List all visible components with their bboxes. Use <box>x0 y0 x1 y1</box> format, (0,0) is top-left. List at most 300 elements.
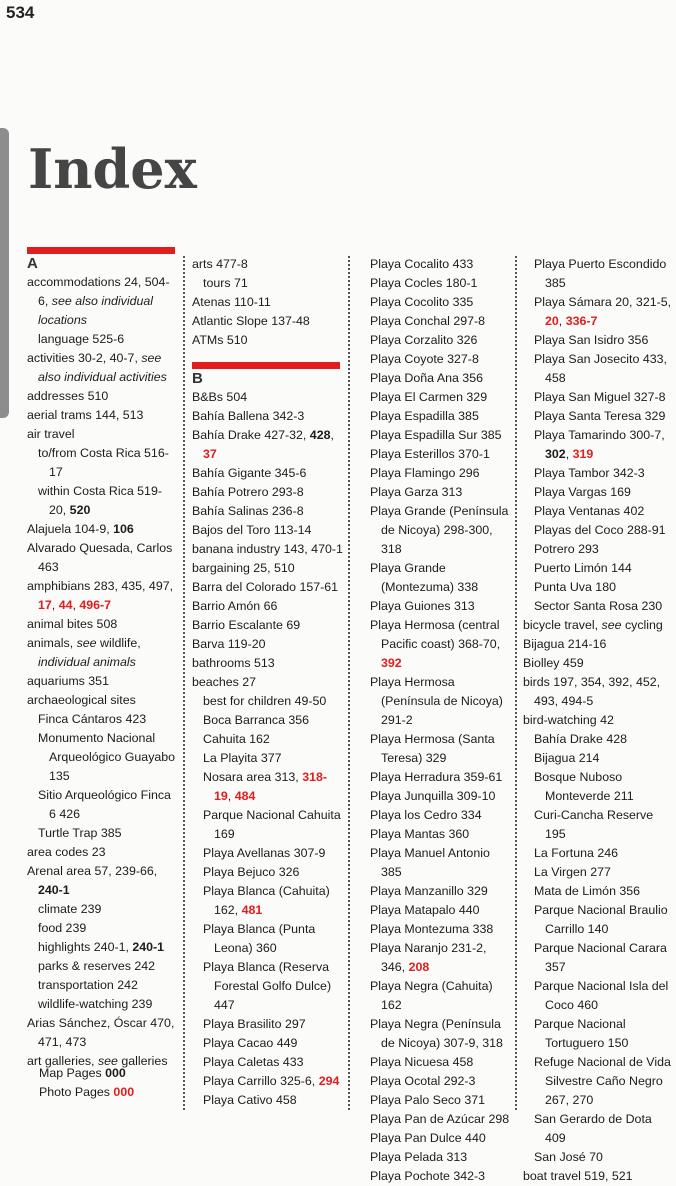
index-subentry <box>523 939 673 977</box>
entry-text: Playa Blanca (Cahuita) 162, <box>203 884 330 917</box>
entry-text: area codes 23 <box>27 845 106 859</box>
entry-text: Refuge Nacional de Vida Silvestre Caño Negro 267, 270 <box>534 1055 671 1107</box>
index-subentry <box>27 919 177 938</box>
entry-text: Playa Ocotal 292-3 <box>370 1074 476 1088</box>
entry-text: Playa Manuel Antonio 385 <box>370 846 490 879</box>
entry-text: Playa Cocolito 335 <box>370 295 474 309</box>
entry-text: B&Bs 504 <box>192 390 248 404</box>
entry-text: see also individual activities <box>38 351 167 384</box>
index-subentry <box>192 692 344 711</box>
index-column-4 <box>523 255 673 1186</box>
index-subentry <box>523 350 673 388</box>
entry-text: La Virgen 277 <box>534 865 611 879</box>
index-subentry <box>192 1034 344 1053</box>
entry-text: beaches 27 <box>192 675 257 689</box>
index-subentry <box>523 1148 673 1167</box>
index-entry <box>370 730 512 768</box>
entry-text: Playa Pelada 313 <box>370 1150 468 1164</box>
entry-text: tours 71 <box>203 276 248 290</box>
index-entry <box>370 1129 512 1148</box>
entry-text: Bahía Drake 428 <box>534 732 627 746</box>
photo-page-ref: 44 <box>58 598 73 612</box>
index-column-1 <box>27 255 177 1071</box>
index-entry <box>192 483 344 502</box>
entry-text: San José 70 <box>534 1150 603 1164</box>
entry-text: Playa Blanca (Punta Leona) 360 <box>203 922 316 955</box>
entry-text: Playa Carrillo 325-6, <box>203 1074 319 1088</box>
index-entry <box>27 520 177 539</box>
index-entry <box>523 673 673 711</box>
index-entry <box>370 977 512 1015</box>
entry-text: Punta Uva 180 <box>534 580 616 594</box>
entry-text: Barva 119-20 <box>192 637 266 651</box>
index-entry <box>370 388 512 407</box>
entry-text: activities 30-2, 40-7, <box>27 351 142 365</box>
entry-text: best for children 49-50 <box>203 694 327 708</box>
entry-text: Playa Manzanillo 329 <box>370 884 488 898</box>
photo-page-ref: 318-19 <box>214 770 327 803</box>
index-entry <box>27 539 177 577</box>
entry-text: Arenal area 57, 239-66, <box>27 864 158 878</box>
index-entry <box>192 616 344 635</box>
index-subentry <box>523 806 673 844</box>
entry-text: Boca Barranca 356 <box>203 713 310 727</box>
entry-text: aquariums 351 <box>27 674 109 688</box>
entry-text: Playa Cocalito 433 <box>370 257 474 271</box>
entry-text: bicycle travel, <box>523 618 602 632</box>
entry-text: Finca Cántaros 423 <box>38 712 147 726</box>
entry-text: Playa Cocles 180-1 <box>370 276 478 290</box>
index-entry <box>370 825 512 844</box>
page-title: Index <box>28 137 197 201</box>
entry-text: Alvarado Quesada, Carlos 463 <box>27 541 173 574</box>
legend-photo-num: 000 <box>113 1085 135 1099</box>
index-subentry <box>27 330 177 349</box>
entry-text: Parque Nacional Braulio Carrillo 140 <box>534 903 668 936</box>
index-entry <box>370 616 512 673</box>
map-page-ref: 520 <box>69 503 91 517</box>
entry-text: Playa Ventanas 402 <box>534 504 645 518</box>
entry-text: Playa Negra (Cahuita) 162 <box>370 979 493 1012</box>
index-subentry <box>523 597 673 616</box>
entry-text: climate 239 <box>38 902 102 916</box>
photo-page-ref: 20 <box>545 314 559 328</box>
entry-text: Playa Conchal 297-8 <box>370 314 486 328</box>
entry-text: Playa Brasilito 297 <box>203 1017 306 1031</box>
photo-page-ref: 208 <box>408 960 430 974</box>
entry-text: bathrooms 513 <box>192 656 275 670</box>
entry-text: Playa Vargas 169 <box>534 485 631 499</box>
entry-text: Potrero 293 <box>534 542 599 556</box>
section-letter: B <box>192 370 203 387</box>
index-entry <box>192 255 344 274</box>
map-page-ref: 428 <box>309 428 331 442</box>
entry-text: addresses 510 <box>27 389 109 403</box>
entry-text: Playa Naranjo 231-2, 346, <box>370 941 487 974</box>
photo-page-ref: 294 <box>318 1074 340 1088</box>
entry-text: arts 477-8 <box>192 257 248 271</box>
index-subentry <box>523 863 673 882</box>
index-entry <box>27 1014 177 1052</box>
entry-text: highlights 240-1, <box>38 940 133 954</box>
entry-text: archaeological sites <box>27 693 136 707</box>
index-subentry <box>523 578 673 597</box>
entry-text: Playa Pochote 342-3 <box>370 1169 486 1183</box>
index-entry <box>27 672 177 691</box>
photo-page-ref: 319 <box>572 447 594 461</box>
entry-text: Playa Puerto Escondido 385 <box>534 257 667 290</box>
entry-text: bargaining 25, 510 <box>192 561 295 575</box>
index-entry <box>370 502 512 559</box>
index-entry <box>192 464 344 483</box>
entry-text: Barra del Colorado 157-61 <box>192 580 339 594</box>
entry-text: Playa Espadilla Sur 385 <box>370 428 502 442</box>
entry-text: Playa Coyote 327-8 <box>370 352 479 366</box>
index-entry <box>370 293 512 312</box>
entry-text: Playa Doña Ana 356 <box>370 371 483 385</box>
index-column-3 <box>370 255 512 1186</box>
entry-text: Playa Montezuma 338 <box>370 922 494 936</box>
index-entry <box>370 483 512 502</box>
index-subentry <box>523 540 673 559</box>
index-entry <box>27 843 177 862</box>
thumb-tab <box>0 128 9 418</box>
index-subentry <box>27 957 177 976</box>
index-entry <box>192 293 344 312</box>
entry-text: Playa Espadilla 385 <box>370 409 479 423</box>
photo-page-ref: 481 <box>241 903 263 917</box>
entry-text: transportation 242 <box>38 978 138 992</box>
column-divider <box>183 256 185 1110</box>
entry-text: Playa Grande (Península de Nicoya) 298-300, 318 <box>370 504 509 556</box>
photo-page-ref: 484 <box>234 789 256 803</box>
entry-text: boat travel 519, 521 <box>523 1169 633 1183</box>
entry-text: , <box>558 314 566 328</box>
index-subentry <box>27 786 177 824</box>
map-page-ref: 106 <box>113 522 134 536</box>
entry-text: Parque Nacional Carara 357 <box>534 941 667 974</box>
index-entry <box>523 711 673 730</box>
index-entry <box>370 1148 512 1167</box>
index-subentry <box>523 977 673 1015</box>
entry-text: La Playita 377 <box>203 751 282 765</box>
entry-text: Cahuita 162 <box>203 732 270 746</box>
index-entry <box>192 578 344 597</box>
entry-text: Playa Avellanas 307-9 <box>203 846 326 860</box>
entry-text: , <box>72 598 80 612</box>
entry-text: Playa Sámara 20, 321-5, <box>534 295 672 309</box>
entry-text: Barrio Escalante 69 <box>192 618 301 632</box>
index-entry <box>370 1110 512 1129</box>
entry-text: animals, <box>27 636 77 650</box>
entry-text: , <box>330 428 334 442</box>
index-subentry <box>523 749 673 768</box>
entry-text: Playa Hermosa (Península de Nicoya) 291-2 <box>370 675 503 727</box>
index-column-2 <box>192 255 344 1110</box>
index-entry <box>523 1167 673 1186</box>
entry-text: Bosque Nuboso Monteverde 211 <box>534 770 634 803</box>
index-entry <box>370 255 512 274</box>
index-entry <box>27 634 177 672</box>
index-entry <box>27 387 177 406</box>
index-subentry <box>27 729 177 786</box>
photo-page-ref: 37 <box>203 447 217 461</box>
index-subentry <box>27 444 177 482</box>
entry-text: see <box>97 1054 118 1068</box>
entry-text: Atenas 110-11 <box>192 295 271 309</box>
entry-text: Alajuela 104-9, <box>27 522 114 536</box>
index-entry <box>370 1072 512 1091</box>
entry-text: accommodations 24, 504-6, <box>27 275 170 308</box>
index-entry <box>370 1167 512 1186</box>
entry-text: Playa Flamingo 296 <box>370 466 480 480</box>
entry-text: Playa Herradura 359-61 <box>370 770 503 784</box>
index-entry <box>192 312 344 331</box>
index-subentry <box>27 824 177 843</box>
entry-text: Playa Mantas 360 <box>370 827 470 841</box>
index-section <box>27 247 177 273</box>
index-entry <box>27 691 177 710</box>
photo-page-ref: 336-7 <box>565 314 598 328</box>
index-entry <box>27 615 177 634</box>
page-legend <box>39 1064 179 1102</box>
entry-text: within Costa Rica 519-20, <box>38 484 162 517</box>
index-section <box>192 362 344 388</box>
legend-map-pages <box>39 1064 179 1083</box>
entry-text: , <box>51 598 59 612</box>
index-subentry <box>192 863 344 882</box>
entry-text: Parque Nacional Cahuita 169 <box>203 808 341 841</box>
entry-text: Playa Santa Teresa 329 <box>534 409 666 423</box>
index-subentry <box>192 1053 344 1072</box>
index-entry <box>370 920 512 939</box>
map-page-ref: 302 <box>545 447 566 461</box>
index-entry <box>192 673 344 692</box>
entry-text: ATMs 510 <box>192 333 248 347</box>
entry-text: Playa Grande (Montezuma) 338 <box>370 561 479 594</box>
index-subentry <box>523 388 673 407</box>
entry-text: Parque Nacional Isla del Coco 460 <box>534 979 669 1012</box>
column-divider <box>348 256 350 1110</box>
index-subentry <box>192 1015 344 1034</box>
photo-page-ref: 17 <box>38 598 52 612</box>
index-subentry <box>523 502 673 521</box>
index-entry <box>192 540 344 559</box>
entry-text: Parque Nacional Tortuguero 150 <box>534 1017 629 1050</box>
index-entry <box>523 635 673 654</box>
index-entry <box>370 426 512 445</box>
index-subentry <box>192 1091 344 1110</box>
entry-text: Playa Pan Dulce 440 <box>370 1131 486 1145</box>
index-subentry <box>192 920 344 958</box>
entry-text: Playa Junquilla 309-10 <box>370 789 496 803</box>
index-entry <box>370 407 512 426</box>
entry-text: Playa San Isidro 356 <box>534 333 649 347</box>
index-entry <box>370 901 512 920</box>
index-subentry <box>523 882 673 901</box>
index-subentry <box>523 901 673 939</box>
index-subentry <box>192 749 344 768</box>
index-subentry <box>523 1110 673 1148</box>
entry-text: Playa San Josecito 433, 458 <box>534 352 667 385</box>
index-entry <box>370 331 512 350</box>
entry-text: Barrio Amón 66 <box>192 599 278 613</box>
index-subentry <box>192 806 344 844</box>
index-subentry <box>523 426 673 464</box>
entry-text: Playa Guiones 313 <box>370 599 475 613</box>
entry-text: wildlife-watching 239 <box>38 997 153 1011</box>
entry-text: Playa San Miguel 327-8 <box>534 390 666 404</box>
index-entry <box>370 806 512 825</box>
entry-text: Playa Hermosa (central Pacific coast) 368-70, <box>370 618 501 651</box>
index-subentry <box>27 900 177 919</box>
index-entry <box>192 407 344 426</box>
index-subentry <box>523 1015 673 1053</box>
entry-text: Playa Cacao 449 <box>203 1036 298 1050</box>
entry-text: Playa Negra (Península de Nicoya) 307-9, 318 <box>370 1017 503 1050</box>
index-entry <box>27 425 177 444</box>
index-entry <box>370 369 512 388</box>
index-entry <box>370 274 512 293</box>
entry-text: language 525-6 <box>38 332 125 346</box>
index-subentry <box>523 844 673 863</box>
entry-text: Playa Garza 313 <box>370 485 463 499</box>
entry-text: food 239 <box>38 921 87 935</box>
entry-text: Turtle Trap 385 <box>38 826 122 840</box>
index-entry <box>370 768 512 787</box>
entry-text: , <box>227 789 235 803</box>
entry-text: see <box>76 636 97 650</box>
entry-text: Bijagua 214 <box>534 751 600 765</box>
legend-map-label: Map Pages <box>39 1066 102 1080</box>
index-entry <box>27 406 177 425</box>
index-subentry <box>523 559 673 578</box>
legend-photo-label: Photo Pages <box>39 1085 110 1099</box>
index-subentry <box>523 768 673 806</box>
index-entry <box>27 273 177 330</box>
index-subentry <box>523 521 673 540</box>
index-entry <box>192 502 344 521</box>
entry-text: Playa Pan de Azúcar 298 <box>370 1112 510 1126</box>
entry-text: Sector Santa Rosa 230 <box>534 599 663 613</box>
entry-text: Playa Esterillos 370-1 <box>370 447 490 461</box>
entry-text: La Fortuna 246 <box>534 846 619 860</box>
entry-text: Bahía Salinas 236-8 <box>192 504 304 518</box>
entry-text: Atlantic Slope 137-48 <box>192 314 310 328</box>
index-entry <box>370 882 512 901</box>
entry-text: Bijagua 214-16 <box>523 637 607 651</box>
entry-text: parks & reserves 242 <box>38 959 156 973</box>
entry-text: Playa Bejuco 326 <box>203 865 300 879</box>
index-entry <box>192 635 344 654</box>
entry-text: Playa Palo Seco 371 <box>370 1093 486 1107</box>
entry-text: Bahía Drake 427-32, <box>192 428 310 442</box>
index-subentry <box>192 1072 344 1091</box>
index-entry <box>370 350 512 369</box>
photo-page-ref: 496-7 <box>79 598 112 612</box>
entry-text: to/from Costa Rica 516-17 <box>38 446 169 479</box>
entry-text: Playa El Carmen 329 <box>370 390 488 404</box>
entry-text: individual animals <box>38 655 136 669</box>
index-subentry <box>523 730 673 749</box>
entry-text: amphibians 283, 435, 497, <box>27 579 174 593</box>
entry-text: , <box>565 447 573 461</box>
index-subentry <box>523 1053 673 1110</box>
index-entry <box>370 312 512 331</box>
entry-text: Playa Cativo 458 <box>203 1093 297 1107</box>
entry-text: Biolley 459 <box>523 656 584 670</box>
entry-text: Playa Nicuesa 458 <box>370 1055 474 1069</box>
entry-text: art galleries, <box>27 1054 98 1068</box>
entry-text: Bahía Potrero 293-8 <box>192 485 304 499</box>
index-subentry <box>192 882 344 920</box>
section-rule <box>192 362 340 369</box>
index-entry <box>370 1015 512 1053</box>
section-rule <box>27 247 175 254</box>
index-entry <box>27 862 177 900</box>
index-subentry <box>27 976 177 995</box>
index-entry <box>192 426 344 464</box>
index-entry <box>27 577 177 615</box>
column-divider <box>515 256 517 1110</box>
entry-text: wildlife, <box>96 636 141 650</box>
legend-map-num: 000 <box>105 1066 126 1080</box>
index-subentry <box>192 274 344 293</box>
index-subentry <box>192 958 344 1015</box>
entry-text: birds 197, 354, 392, 452, 493, 494-5 <box>523 675 661 708</box>
entry-text: Mata de Limón 356 <box>534 884 641 898</box>
index-subentry <box>192 730 344 749</box>
index-subentry <box>523 293 673 331</box>
index-subentry <box>192 844 344 863</box>
entry-text: Playa Tambor 342-3 <box>534 466 645 480</box>
entry-text: animal bites 508 <box>27 617 118 631</box>
entry-text: bird-watching 42 <box>523 713 614 727</box>
index-entry <box>370 1091 512 1110</box>
entry-text: Playa Tamarindo 300-7, <box>534 428 665 442</box>
index-entry <box>192 521 344 540</box>
index-entry <box>370 1053 512 1072</box>
index-subentry <box>523 483 673 502</box>
index-entry <box>370 559 512 597</box>
entry-text: Playa Caletas 433 <box>203 1055 304 1069</box>
entry-text: Playa Matapalo 440 <box>370 903 480 917</box>
entry-text: banana industry 143, 470-1 <box>192 542 343 556</box>
index-entry <box>27 349 177 387</box>
entry-text: Playa Blanca (Reserva Forestal Golfo Dulce) 447 <box>203 960 332 1012</box>
index-entry <box>370 445 512 464</box>
entry-text: Bahía Gigante 345-6 <box>192 466 307 480</box>
section-letter: A <box>27 255 38 272</box>
index-subentry <box>523 331 673 350</box>
index-entry <box>370 787 512 806</box>
entry-text: aerial trams 144, 513 <box>27 408 144 422</box>
index-subentry <box>192 768 344 806</box>
index-entry <box>370 939 512 977</box>
index-entry <box>192 388 344 407</box>
index-subentry <box>192 711 344 730</box>
entry-text: Playas del Coco 288-91 <box>534 523 666 537</box>
entry-text: see also individual locations <box>38 294 154 327</box>
index-entry <box>523 616 673 635</box>
entry-text: Curi-Cancha Reserve 195 <box>534 808 654 841</box>
entry-text: Arias Sánchez, Óscar 470, 471, 473 <box>27 1016 175 1049</box>
index-entry <box>192 331 344 350</box>
entry-text: air travel <box>27 427 75 441</box>
map-page-ref: 240-1 <box>38 883 70 897</box>
entry-text: Bajos del Toro 113-14 <box>192 523 312 537</box>
index-entry <box>370 597 512 616</box>
